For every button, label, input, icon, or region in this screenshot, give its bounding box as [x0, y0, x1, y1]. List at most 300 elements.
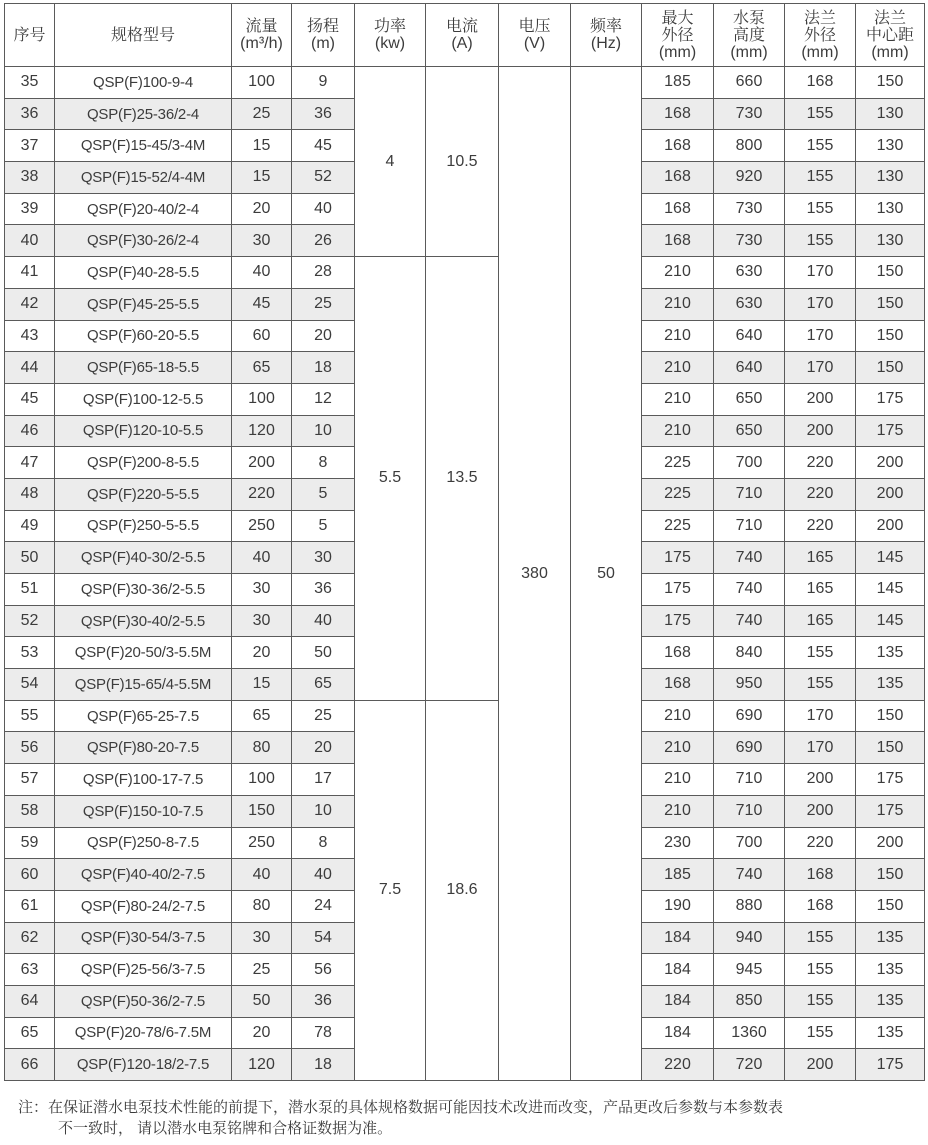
- cell-flange-od: 220: [785, 478, 856, 510]
- header-pump-height-l1: 水泵: [732, 9, 765, 27]
- cell-pump-height: 850: [714, 985, 785, 1017]
- cell-seq: 37: [5, 130, 55, 162]
- cell-flow: 45: [232, 288, 292, 320]
- cell-max-od: 175: [642, 542, 714, 574]
- cell-flow: 100: [232, 67, 292, 99]
- cell-flow: 20: [232, 637, 292, 669]
- cell-max-od: 175: [642, 605, 714, 637]
- cell-pump-height: 880: [714, 890, 785, 922]
- cell-flange-od: 155: [785, 225, 856, 257]
- cell-flange-center: 175: [856, 415, 925, 447]
- cell-flange-od: 220: [785, 447, 856, 479]
- cell-model: QSP(F)100-9-4: [55, 67, 232, 99]
- cell-flow: 30: [232, 605, 292, 637]
- cell-voltage: 380: [499, 67, 571, 1081]
- cell-head: 24: [292, 890, 355, 922]
- cell-seq: 59: [5, 827, 55, 859]
- cell-seq: 38: [5, 162, 55, 194]
- cell-max-od: 210: [642, 415, 714, 447]
- cell-seq: 58: [5, 795, 55, 827]
- cell-max-od: 210: [642, 383, 714, 415]
- cell-current: 13.5: [426, 257, 499, 701]
- cell-flow: 40: [232, 859, 292, 891]
- cell-seq: 57: [5, 764, 55, 796]
- header-current-unit: (A): [451, 35, 473, 52]
- cell-max-od: 210: [642, 700, 714, 732]
- cell-pump-height: 640: [714, 352, 785, 384]
- cell-flange-center: 135: [856, 669, 925, 701]
- cell-head: 30: [292, 542, 355, 574]
- cell-flange-center: 150: [856, 732, 925, 764]
- cell-flange-center: 130: [856, 130, 925, 162]
- cell-flange-center: 200: [856, 827, 925, 859]
- cell-flange-center: 130: [856, 225, 925, 257]
- cell-flange-center: 150: [856, 257, 925, 289]
- cell-seq: 49: [5, 510, 55, 542]
- cell-pump-height: 710: [714, 478, 785, 510]
- cell-model: QSP(F)65-18-5.5: [55, 352, 232, 384]
- cell-max-od: 225: [642, 510, 714, 542]
- cell-seq: 63: [5, 954, 55, 986]
- table-body: [5, 67, 925, 1081]
- cell-flow: 40: [232, 257, 292, 289]
- cell-max-od: 184: [642, 954, 714, 986]
- cell-max-od: 168: [642, 193, 714, 225]
- cell-flange-od: 165: [785, 574, 856, 606]
- cell-flange-od: 168: [785, 67, 856, 99]
- cell-max-od: 184: [642, 985, 714, 1017]
- cell-model: QSP(F)50-36/2-7.5: [55, 985, 232, 1017]
- cell-flow: 30: [232, 922, 292, 954]
- cell-flange-center: 150: [856, 700, 925, 732]
- cell-flange-od: 200: [785, 1049, 856, 1081]
- cell-power: 5.5: [355, 257, 426, 701]
- cell-flow: 65: [232, 352, 292, 384]
- cell-head: 78: [292, 1017, 355, 1049]
- cell-flow: 20: [232, 193, 292, 225]
- cell-flange-center: 200: [856, 510, 925, 542]
- table-row: [5, 257, 925, 289]
- cell-head: 10: [292, 415, 355, 447]
- cell-model: QSP(F)45-25-5.5: [55, 288, 232, 320]
- cell-pump-height: 740: [714, 574, 785, 606]
- cell-model: QSP(F)100-17-7.5: [55, 764, 232, 796]
- cell-flange-center: 175: [856, 764, 925, 796]
- cell-flange-center: 135: [856, 637, 925, 669]
- cell-seq: 52: [5, 605, 55, 637]
- footnote-line1: 注：在保证潜水电泵技术性能的前提下，潜水泵的具体规格数据可能因技术改进而改变，产品更改后参数与本参数表: [18, 1099, 784, 1116]
- cell-flow: 25: [232, 954, 292, 986]
- cell-head: 5: [292, 510, 355, 542]
- cell-flow: 80: [232, 890, 292, 922]
- cell-flow: 25: [232, 98, 292, 130]
- cell-flange-od: 155: [785, 637, 856, 669]
- cell-model: QSP(F)30-40/2-5.5: [55, 605, 232, 637]
- cell-head: 9: [292, 67, 355, 99]
- cell-head: 26: [292, 225, 355, 257]
- table-row: [5, 700, 925, 732]
- cell-seq: 48: [5, 478, 55, 510]
- cell-flange-center: 145: [856, 542, 925, 574]
- cell-flange-center: 130: [856, 193, 925, 225]
- footnote: [18, 1097, 918, 1139]
- cell-max-od: 168: [642, 130, 714, 162]
- cell-seq: 40: [5, 225, 55, 257]
- cell-flow: 250: [232, 510, 292, 542]
- cell-power: 4: [355, 67, 426, 257]
- cell-current: 18.6: [426, 700, 499, 1080]
- cell-flow: 120: [232, 1049, 292, 1081]
- cell-flange-od: 155: [785, 162, 856, 194]
- cell-head: 52: [292, 162, 355, 194]
- cell-max-od: 184: [642, 922, 714, 954]
- cell-max-od: 210: [642, 795, 714, 827]
- cell-head: 17: [292, 764, 355, 796]
- cell-flange-od: 155: [785, 98, 856, 130]
- cell-seq: 64: [5, 985, 55, 1017]
- cell-flow: 250: [232, 827, 292, 859]
- cell-max-od: 168: [642, 225, 714, 257]
- cell-flow: 220: [232, 478, 292, 510]
- cell-flange-od: 155: [785, 985, 856, 1017]
- cell-flange-center: 145: [856, 574, 925, 606]
- table-row: [5, 67, 925, 99]
- header-current-label: 电流: [445, 18, 478, 35]
- header-model: [55, 4, 232, 67]
- cell-head: 20: [292, 732, 355, 764]
- cell-head: 18: [292, 352, 355, 384]
- header-max-od-l2: 外径: [661, 26, 694, 44]
- cell-flange-center: 145: [856, 605, 925, 637]
- cell-seq: 62: [5, 922, 55, 954]
- cell-max-od: 225: [642, 478, 714, 510]
- cell-flange-od: 200: [785, 415, 856, 447]
- cell-flange-od: 170: [785, 352, 856, 384]
- header-flange-center-l1: 法兰: [873, 9, 906, 27]
- header-flow-label: 流量: [245, 18, 278, 35]
- cell-pump-height: 650: [714, 415, 785, 447]
- cell-model: QSP(F)120-10-5.5: [55, 415, 232, 447]
- cell-max-od: 220: [642, 1049, 714, 1081]
- cell-head: 25: [292, 700, 355, 732]
- cell-pump-height: 690: [714, 732, 785, 764]
- cell-flange-center: 175: [856, 795, 925, 827]
- cell-model: QSP(F)20-40/2-4: [55, 193, 232, 225]
- cell-pump-height: 700: [714, 447, 785, 479]
- cell-pump-height: 940: [714, 922, 785, 954]
- header-head-label: 扬程: [306, 18, 339, 35]
- footnote-line2: 不一致时， 请以潜水电泵铭牌和合格证数据为准。: [58, 1120, 393, 1137]
- cell-model: QSP(F)25-56/3-7.5: [55, 954, 232, 986]
- cell-flange-od: 165: [785, 542, 856, 574]
- cell-seq: 66: [5, 1049, 55, 1081]
- cell-max-od: 210: [642, 320, 714, 352]
- cell-flow: 120: [232, 415, 292, 447]
- cell-max-od: 168: [642, 637, 714, 669]
- cell-flange-od: 165: [785, 605, 856, 637]
- cell-flange-od: 155: [785, 954, 856, 986]
- cell-flow: 80: [232, 732, 292, 764]
- cell-model: QSP(F)15-65/4-5.5M: [55, 669, 232, 701]
- cell-flow: 15: [232, 130, 292, 162]
- cell-pump-height: 720: [714, 1049, 785, 1081]
- cell-pump-height: 630: [714, 257, 785, 289]
- cell-flow: 100: [232, 764, 292, 796]
- header-max-od: [642, 4, 714, 67]
- cell-pump-height: 710: [714, 764, 785, 796]
- cell-max-od: 210: [642, 288, 714, 320]
- cell-seq: 36: [5, 98, 55, 130]
- cell-pump-height: 710: [714, 510, 785, 542]
- cell-model: QSP(F)150-10-7.5: [55, 795, 232, 827]
- header-max-od-unit: (mm): [658, 43, 697, 61]
- cell-pump-height: 740: [714, 542, 785, 574]
- cell-flow: 50: [232, 985, 292, 1017]
- cell-head: 36: [292, 985, 355, 1017]
- cell-model: QSP(F)250-8-7.5: [55, 827, 232, 859]
- cell-seq: 51: [5, 574, 55, 606]
- cell-pump-height: 730: [714, 225, 785, 257]
- cell-current: 10.5: [426, 67, 499, 257]
- cell-model: QSP(F)15-52/4-4M: [55, 162, 232, 194]
- cell-head: 5: [292, 478, 355, 510]
- cell-flange-center: 150: [856, 352, 925, 384]
- cell-seq: 39: [5, 193, 55, 225]
- cell-head: 40: [292, 193, 355, 225]
- cell-pump-height: 730: [714, 193, 785, 225]
- cell-model: QSP(F)250-5-5.5: [55, 510, 232, 542]
- cell-seq: 61: [5, 890, 55, 922]
- cell-model: QSP(F)20-50/3-5.5M: [55, 637, 232, 669]
- header-seq: [5, 4, 55, 67]
- cell-max-od: 230: [642, 827, 714, 859]
- header-seq-label: 序号: [13, 26, 46, 44]
- header-flange-od-l2: 外径: [803, 26, 836, 44]
- cell-head: 40: [292, 859, 355, 891]
- cell-model: QSP(F)30-54/3-7.5: [55, 922, 232, 954]
- cell-flange-od: 155: [785, 1017, 856, 1049]
- cell-flange-od: 168: [785, 890, 856, 922]
- cell-max-od: 168: [642, 162, 714, 194]
- header-voltage-label: 电压: [518, 18, 551, 35]
- cell-max-od: 210: [642, 257, 714, 289]
- cell-max-od: 210: [642, 764, 714, 796]
- cell-seq: 56: [5, 732, 55, 764]
- cell-flange-od: 200: [785, 764, 856, 796]
- cell-max-od: 190: [642, 890, 714, 922]
- cell-flange-od: 155: [785, 669, 856, 701]
- cell-flow: 200: [232, 447, 292, 479]
- cell-head: 25: [292, 288, 355, 320]
- cell-model: QSP(F)30-26/2-4: [55, 225, 232, 257]
- cell-seq: 46: [5, 415, 55, 447]
- cell-max-od: 225: [642, 447, 714, 479]
- cell-pump-height: 945: [714, 954, 785, 986]
- cell-max-od: 184: [642, 1017, 714, 1049]
- cell-flange-od: 155: [785, 193, 856, 225]
- cell-head: 12: [292, 383, 355, 415]
- header-power-unit: (kw): [374, 35, 406, 52]
- cell-model: QSP(F)65-25-7.5: [55, 700, 232, 732]
- cell-flow: 150: [232, 795, 292, 827]
- header-flange-od-l1: 法兰: [803, 9, 836, 27]
- cell-flange-center: 175: [856, 383, 925, 415]
- header-row: [5, 4, 925, 67]
- cell-head: 20: [292, 320, 355, 352]
- cell-power: 7.5: [355, 700, 426, 1080]
- cell-seq: 55: [5, 700, 55, 732]
- cell-seq: 45: [5, 383, 55, 415]
- cell-max-od: 175: [642, 574, 714, 606]
- cell-flow: 60: [232, 320, 292, 352]
- cell-flange-od: 168: [785, 859, 856, 891]
- header-flange-od-unit: (mm): [801, 43, 839, 61]
- cell-head: 50: [292, 637, 355, 669]
- cell-model: QSP(F)40-28-5.5: [55, 257, 232, 289]
- cell-flange-center: 150: [856, 67, 925, 99]
- cell-model: QSP(F)40-40/2-7.5: [55, 859, 232, 891]
- cell-pump-height: 840: [714, 637, 785, 669]
- header-freq: [571, 4, 642, 67]
- cell-flange-od: 170: [785, 288, 856, 320]
- cell-flow: 15: [232, 162, 292, 194]
- header-power-label: 功率: [373, 18, 406, 35]
- cell-flange-center: 135: [856, 922, 925, 954]
- cell-model: QSP(F)20-78/6-7.5M: [55, 1017, 232, 1049]
- cell-head: 65: [292, 669, 355, 701]
- cell-pump-height: 740: [714, 605, 785, 637]
- cell-flow: 65: [232, 700, 292, 732]
- cell-flange-od: 170: [785, 732, 856, 764]
- header-head: [292, 4, 355, 67]
- cell-max-od: 168: [642, 98, 714, 130]
- cell-model: QSP(F)25-36/2-4: [55, 98, 232, 130]
- header-freq-label: 频率: [589, 18, 622, 35]
- cell-flange-od: 170: [785, 257, 856, 289]
- cell-pump-height: 700: [714, 827, 785, 859]
- cell-model: QSP(F)200-8-5.5: [55, 447, 232, 479]
- cell-head: 18: [292, 1049, 355, 1081]
- cell-pump-height: 1360: [714, 1017, 785, 1049]
- cell-flange-center: 150: [856, 288, 925, 320]
- header-pump-height: [714, 4, 785, 67]
- cell-flange-od: 200: [785, 795, 856, 827]
- cell-flange-od: 170: [785, 320, 856, 352]
- header-flange-center-l2: 中心距: [865, 26, 914, 44]
- cell-pump-height: 950: [714, 669, 785, 701]
- header-power: [355, 4, 426, 67]
- spec-table: [4, 3, 925, 1081]
- cell-flange-center: 200: [856, 478, 925, 510]
- cell-model: QSP(F)30-36/2-5.5: [55, 574, 232, 606]
- cell-flow: 40: [232, 542, 292, 574]
- cell-pump-height: 650: [714, 383, 785, 415]
- cell-seq: 65: [5, 1017, 55, 1049]
- cell-max-od: 185: [642, 859, 714, 891]
- cell-model: QSP(F)40-30/2-5.5: [55, 542, 232, 574]
- cell-head: 54: [292, 922, 355, 954]
- header-voltage: [499, 4, 571, 67]
- cell-pump-height: 640: [714, 320, 785, 352]
- cell-flange-od: 220: [785, 827, 856, 859]
- cell-flow: 15: [232, 669, 292, 701]
- cell-seq: 44: [5, 352, 55, 384]
- cell-head: 40: [292, 605, 355, 637]
- cell-flow: 20: [232, 1017, 292, 1049]
- cell-model: QSP(F)80-20-7.5: [55, 732, 232, 764]
- header-voltage-unit: (V): [523, 35, 546, 52]
- cell-max-od: 210: [642, 732, 714, 764]
- cell-model: QSP(F)100-12-5.5: [55, 383, 232, 415]
- cell-frequency: 50: [571, 67, 642, 1081]
- cell-pump-height: 710: [714, 795, 785, 827]
- cell-flange-center: 135: [856, 954, 925, 986]
- header-max-od-l1: 最大: [661, 9, 694, 27]
- cell-seq: 54: [5, 669, 55, 701]
- header-pump-height-l2: 高度: [732, 26, 765, 44]
- cell-max-od: 168: [642, 669, 714, 701]
- cell-head: 36: [292, 574, 355, 606]
- header-pump-height-unit: (mm): [730, 43, 768, 61]
- cell-seq: 42: [5, 288, 55, 320]
- cell-head: 10: [292, 795, 355, 827]
- cell-max-od: 210: [642, 352, 714, 384]
- header-flow: [232, 4, 292, 67]
- cell-head: 28: [292, 257, 355, 289]
- header-model-label: 规格型号: [110, 26, 175, 44]
- cell-flow: 100: [232, 383, 292, 415]
- header-flange-center: [856, 4, 925, 67]
- cell-pump-height: 690: [714, 700, 785, 732]
- cell-head: 8: [292, 447, 355, 479]
- cell-flange-center: 130: [856, 162, 925, 194]
- cell-flange-center: 130: [856, 98, 925, 130]
- cell-head: 45: [292, 130, 355, 162]
- cell-pump-height: 740: [714, 859, 785, 891]
- cell-pump-height: 920: [714, 162, 785, 194]
- cell-flange-center: 175: [856, 1049, 925, 1081]
- cell-flange-od: 170: [785, 700, 856, 732]
- cell-seq: 53: [5, 637, 55, 669]
- cell-head: 56: [292, 954, 355, 986]
- cell-flange-center: 135: [856, 985, 925, 1017]
- cell-flange-center: 135: [856, 1017, 925, 1049]
- cell-pump-height: 630: [714, 288, 785, 320]
- header-current: [426, 4, 499, 67]
- cell-seq: 60: [5, 859, 55, 891]
- cell-seq: 50: [5, 542, 55, 574]
- cell-head: 36: [292, 98, 355, 130]
- cell-flange-center: 150: [856, 890, 925, 922]
- cell-seq: 43: [5, 320, 55, 352]
- cell-seq: 41: [5, 257, 55, 289]
- cell-flange-center: 200: [856, 447, 925, 479]
- cell-model: QSP(F)60-20-5.5: [55, 320, 232, 352]
- header-flow-unit: (m³/h): [240, 35, 283, 52]
- cell-pump-height: 660: [714, 67, 785, 99]
- cell-head: 8: [292, 827, 355, 859]
- cell-flange-center: 150: [856, 859, 925, 891]
- cell-pump-height: 800: [714, 130, 785, 162]
- header-freq-unit: (Hz): [590, 35, 622, 52]
- header-flange-od: [785, 4, 856, 67]
- header-head-unit: (m): [311, 35, 335, 52]
- cell-flange-od: 220: [785, 510, 856, 542]
- cell-max-od: 185: [642, 67, 714, 99]
- cell-flange-od: 155: [785, 130, 856, 162]
- cell-pump-height: 730: [714, 98, 785, 130]
- cell-flow: 30: [232, 225, 292, 257]
